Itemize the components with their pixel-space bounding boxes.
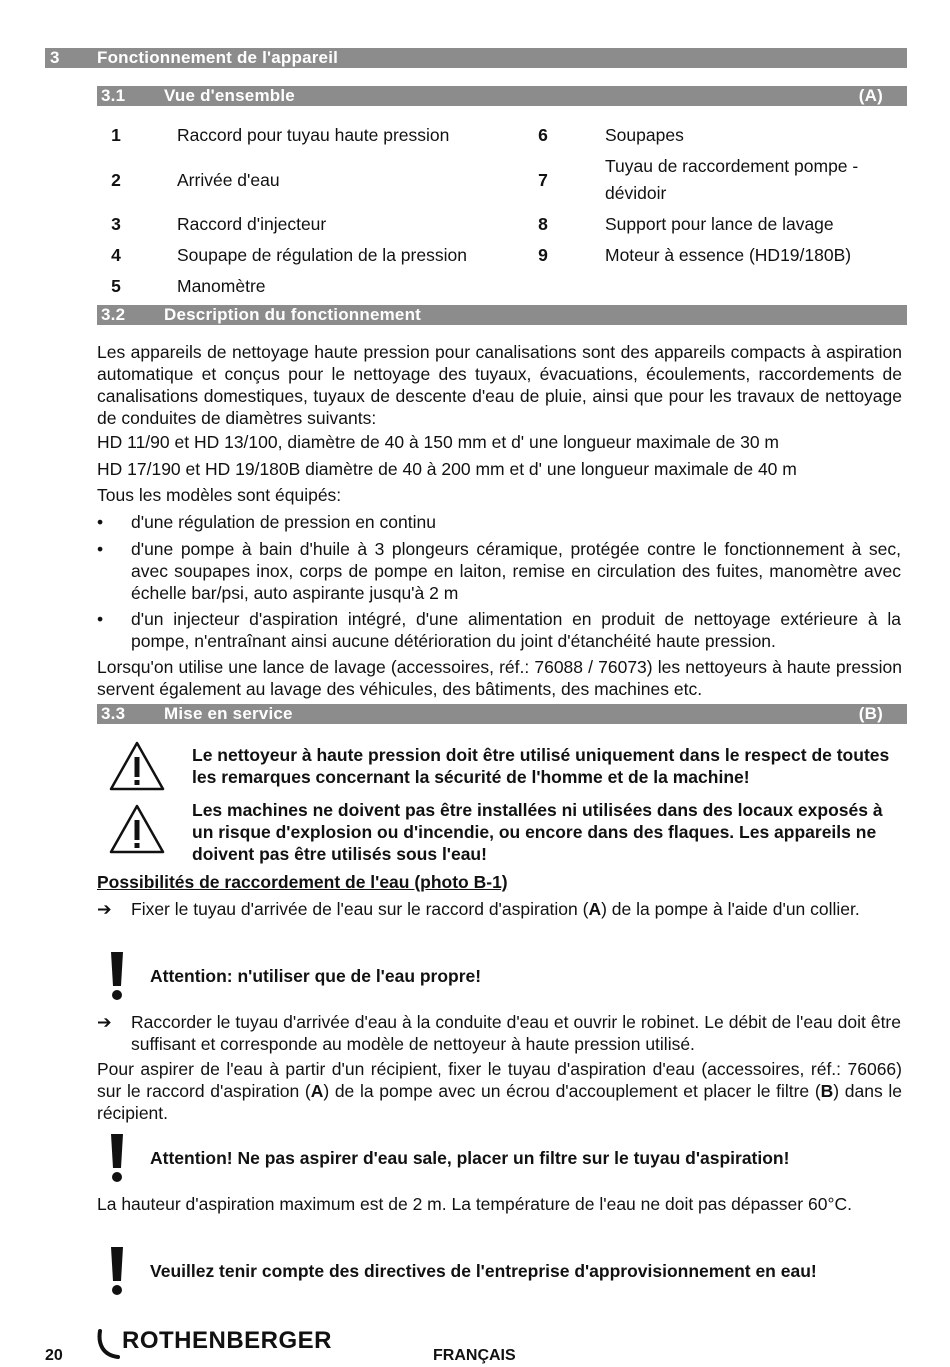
item-label: dévidoir — [605, 183, 667, 203]
brand-swoosh-icon — [96, 1329, 120, 1359]
item-number: 6 — [538, 125, 548, 145]
item-number: 5 — [111, 276, 121, 296]
suction-height-paragraph: La hauteur d'aspiration maximum est de 2 m. La température de l'eau ne doit pas dépasser 60°C. — [97, 1194, 852, 1214]
item-number: 2 — [111, 170, 121, 190]
section-3-2-header — [97, 305, 907, 325]
bullet-item: d'une pompe à bain d'huile à 3 plongeurs céramique, protégée contre le fonctionnement à sec, avec soupapes inox, corps de pompe en laiton, remise en circulation des fuites, manomètre avec échelle bar/psi, auto aspirante jusqu'à 2 m — [131, 539, 901, 603]
usage-paragraph: Lorsqu'on utilise une lance de lavage (accessoires, réf.: 76088 / 76073) les nettoyeurs à haute pression servent également au lavage des véhicules, des bâtiments, des machines etc. — [97, 657, 902, 699]
safety-warning: Les machines ne doivent pas être installées ni utilisées dans des locaux exposés à un risque d'explosion ou d'incendie, ou encore dans des flaques. Les appareils ne doivent pas être utilisés sous l'eau! — [192, 800, 883, 864]
item-number: 3 — [111, 214, 121, 234]
item-label: Raccord pour tuyau haute pression — [177, 125, 450, 145]
item-label: Arrivée d'eau — [177, 170, 280, 190]
item-number: 4 — [111, 245, 121, 265]
section-number: 3.1 — [101, 86, 126, 105]
section-number: 3.3 — [101, 704, 126, 723]
warning-triangle-icon — [108, 740, 166, 792]
exclamation-icon — [108, 950, 126, 1002]
item-label: Support pour lance de lavage — [605, 214, 834, 234]
item-number: 1 — [111, 125, 121, 145]
exclamation-icon — [108, 1132, 126, 1184]
attention-note: Veuillez tenir compte des directives de l'entreprise d'approvisionnement en eau! — [150, 1261, 817, 1281]
item-number: 8 — [538, 214, 548, 234]
arrow-right-icon: ➔ — [97, 1012, 112, 1032]
section-title: Fonctionnement de l'appareil — [97, 48, 339, 67]
attention-note: Attention: n'utiliser que de l'eau propre! — [150, 966, 482, 986]
subsection-heading: Possibilités de raccordement de l'eau (photo B-1) — [97, 872, 508, 892]
brand-name: ROTHENBERGER — [122, 1327, 333, 1354]
bullet-item: d'un injecteur d'aspiration intégré, d'une alimentation en produit de nettoyage extérieure à la pompe, n'entraînant ainsi aucune détérioration du joint d'étanchéité haute pression. — [131, 609, 901, 651]
section-title: Mise en service — [164, 704, 293, 723]
section-3-header — [45, 48, 907, 68]
exclamation-icon — [108, 1245, 126, 1297]
section-3-1-header — [97, 86, 907, 106]
model-spec-line: HD 17/190 et HD 19/180B diamètre de 40 à 200 mm et d' une longueur maximale de 40 m — [97, 459, 797, 479]
item-label: Manomètre — [177, 276, 266, 296]
section-title: Description du fonctionnement — [164, 305, 422, 324]
item-label: Tuyau de raccordement pompe - — [605, 156, 859, 176]
item-number: 9 — [538, 245, 548, 265]
arrow-right-icon: ➔ — [97, 899, 112, 919]
brand-logo — [96, 1325, 356, 1361]
item-number: 7 — [538, 170, 548, 190]
figure-reference: (A) — [858, 86, 883, 105]
safety-warning: Le nettoyeur à haute pression doit être utilisé uniquement dans le respect de toutes les remarques concernant la sécurité de l'homme et de la machine! — [192, 745, 890, 787]
section-3-3-header — [97, 704, 907, 724]
bullet-icon: • — [97, 539, 104, 559]
bullet-icon: • — [97, 609, 104, 629]
instruction-step: Fixer le tuyau d'arrivée de l'eau sur le raccord d'aspiration (A) de la pompe à l'aide d'un collier. — [131, 899, 860, 919]
item-label: Raccord d'injecteur — [177, 214, 327, 234]
bullet-icon: • — [97, 512, 104, 532]
bullet-item: d'une régulation de pression en continu — [131, 512, 436, 532]
description-paragraph: Les appareils de nettoyage haute pression pour canalisations sont des appareils compacts à aspiration automatique et conçus pour le nettoyage des tuyaux, évacuations, écoulements, raccordements de canalisations domestiques, tuyaux de descente d'eau de pluie, ainsi que pour les travaux de nettoyage de conduites de diamètres suivants: — [97, 342, 902, 428]
section-number: 3 — [50, 48, 60, 67]
item-label: Moteur à essence (HD19/180B) — [605, 245, 852, 265]
warning-triangle-icon — [108, 803, 166, 855]
instruction-step: Raccorder le tuyau d'arrivée d'eau à la conduite d'eau et ouvrir le robinet. Le débit de l'eau doit être suffisant et corresponde au modèle de nettoyeur à haute pression utilisé. — [131, 1012, 901, 1054]
page-number: 20 — [45, 1347, 63, 1364]
section-number: 3.2 — [101, 305, 126, 324]
section-title: Vue d'ensemble — [164, 86, 295, 105]
item-label: Soupape de régulation de la pression — [177, 245, 467, 265]
language-label: FRANÇAIS — [433, 1347, 516, 1364]
item-label: Soupapes — [605, 125, 684, 145]
equipment-intro: Tous les modèles sont équipés: — [97, 485, 342, 505]
attention-note: Attention! Ne pas aspirer d'eau sale, placer un filtre sur le tuyau d'aspiration! — [150, 1148, 790, 1168]
model-spec-line: HD 11/90 et HD 13/100, diamètre de 40 à 150 mm et d' une longueur maximale de 30 m — [97, 432, 780, 452]
figure-reference: (B) — [858, 704, 883, 723]
suction-paragraph: Pour aspirer de l'eau à partir d'un récipient, fixer le tuyau d'aspiration d'eau (accessoires, réf.: 76066) sur le raccord d'aspiration (A) de la pompe avec un écrou d'accouplement et placer le filtre (B) dans le récipient. — [97, 1059, 903, 1123]
